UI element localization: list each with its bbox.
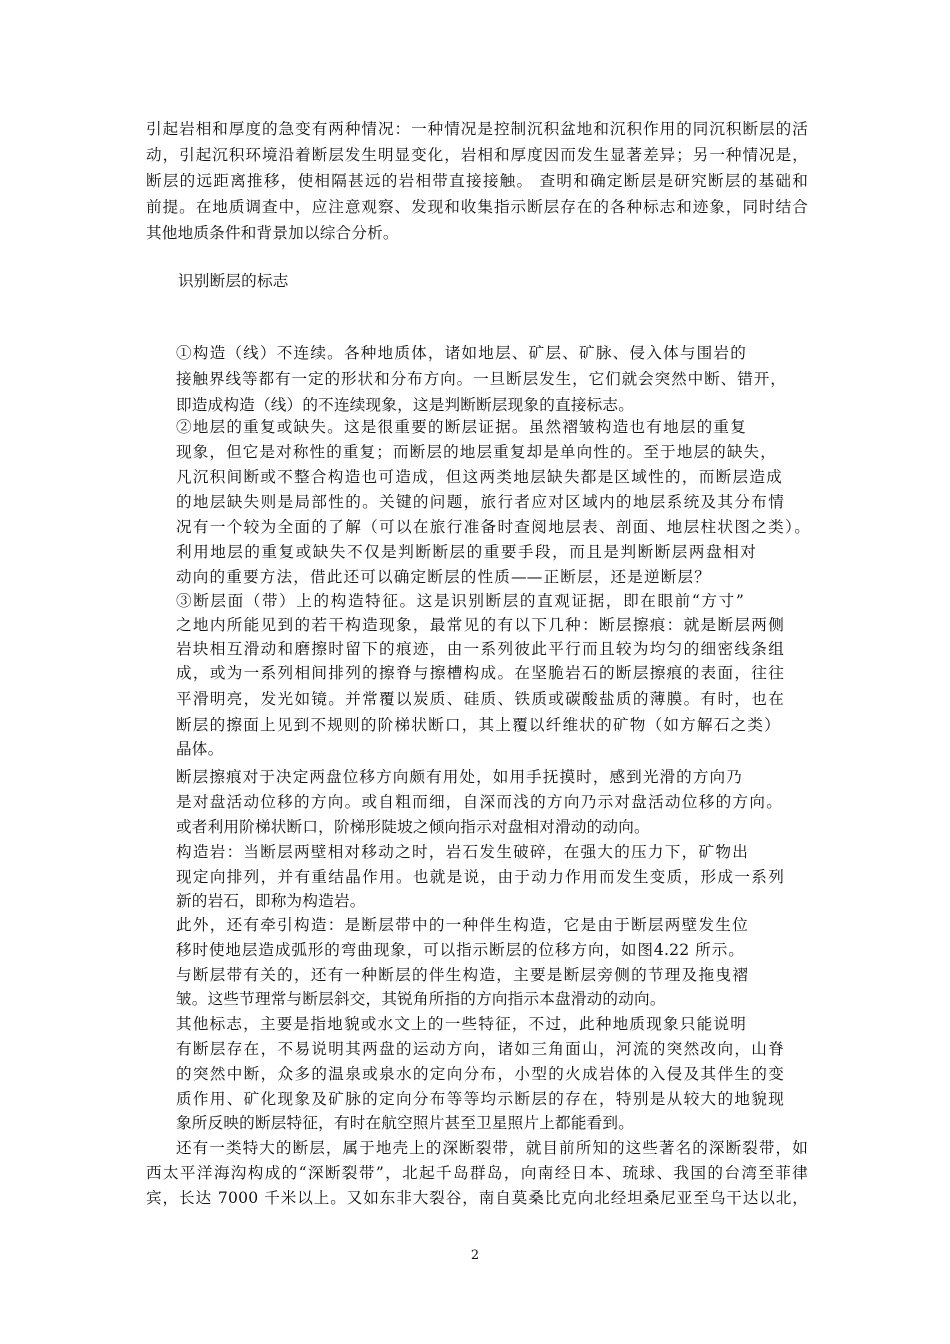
text-line: 接触界线等都有一定的形状和分布方向。一旦断层发生，它们就会突然中断、错开，: [176, 370, 786, 388]
text-line: 现象，但它是对称性的重复；而断层的地层重复却是单向性的。至于地层的缺失，: [176, 443, 776, 461]
text-line: 是对盘活动位移的方向。或自粗而细，自深而浅的方向乃示对盘活动位移的方向。: [176, 793, 782, 811]
text-line: 质作用、矿化现象及矿脉的定向分布等等均示断层的存在，特别是从较大的地貌现: [176, 1090, 784, 1108]
text-line: 象所反映的断层特征，有时在航空照片甚至卫星照片上都能看到。: [176, 1114, 635, 1132]
page-number: 2: [470, 1248, 480, 1263]
text-line: 况有一个较为全面的了解（可以在旅行准备时查阅地层表、剖面、地层柱状图之类）。: [176, 518, 810, 536]
text-line: 断层的擦面上见到不规则的阶梯状断口，其上覆以纤维状的矿物（如方解石之类）: [176, 716, 780, 734]
text-line: 其他标志，主要是指地貌或水文上的一些特征，不过，此种地质现象只能说明: [176, 1015, 746, 1033]
text-line: 凡沉积间断或不整合构造也可造成，但这两类地层缺失都是区域性的，而断层造成: [176, 468, 782, 486]
text-line: 构造岩：当断层两壁相对移动之时，岩石发生破碎，在强大的压力下，矿物出: [176, 843, 748, 861]
text-line: 之地内所能见到的若干构造现象，最常见的有以下几种：断层擦痕：就是断层两侧: [176, 616, 784, 634]
text-line: 宾，长达 7000 千米以上。又如东非大裂谷，南自莫桑比克向北经坦桑尼亚至乌干达以北，: [146, 1189, 808, 1207]
text-line: 的地层缺失则是局部性的。关键的问题，旅行者应对区域内的地层系统及其分布情: [176, 493, 784, 511]
text-line: 前提。在地质调查中，应注意观察、发现和收集指示断层存在的各种标志和迹象，同时结合: [146, 198, 808, 216]
text-line: 此外，还有牵引构造：是断层带中的一种伴生构造，它是由于断层两壁发生位: [176, 916, 748, 934]
text-line: 移时使地层造成弧形的弯曲现象，可以指示断层的位移方向，如图4.22 所示。: [176, 941, 744, 959]
text-line: 的突然中断，众多的温泉或泉水的定向分布，小型的火成岩体的入侵及其伴生的变: [176, 1065, 784, 1083]
text-line: 即造成构造（线）的不连续现象，这是判断断层现象的直接标志。: [176, 396, 635, 414]
text-line: 还有一类特大的断层，属于地壳上的深断裂带，就目前所知的这些著名的深断裂带，如: [176, 1139, 808, 1157]
text-line: 平滑明亮，发光如镜。并常覆以炭质、硅质、铁质或碳酸盐质的薄膜。有时，也在: [176, 690, 784, 708]
text-line: 断层的远距离推移，使相隔甚远的岩相带直接接触。 查明和确定断层是研究断层的基础和: [146, 172, 808, 190]
text-line: 引起岩相和厚度的急变有两种情况：一种情况是控制沉积盆地和沉积作用的同沉积断层的活: [146, 120, 808, 138]
text-line: 晶体。: [176, 740, 224, 758]
text-line: 动向的重要方法，借此还可以确定断层的性质——正断层，还是逆断层？: [176, 568, 710, 586]
text-line: 有断层存在，不易说明其两盘的运动方向，诸如三角面山，河流的突然改向，山脊: [176, 1040, 784, 1058]
text-line: 西太平洋海沟构成的“深断裂带”，北起千岛群岛，向南经日本、琉球、我国的台湾至菲律: [146, 1164, 808, 1182]
text-line: 成，或为一系列相间排列的擦脊与擦槽构成。在坚脆岩石的断层擦痕的表面，往往: [176, 664, 784, 682]
text-line: 其他地质条件和背景加以综合分析。: [146, 224, 399, 242]
text-line: 动，引起沉积环境沿着断层发生明显变化，岩相和厚度因而发生显著差异；另一种情况是，: [146, 146, 808, 164]
text-line: 利用地层的重复或缺失不仅是判断断层的重要手段，而且是判断断层两盘相对: [176, 543, 756, 561]
section-heading: 识别断层的标志: [178, 272, 289, 290]
text-line: 新的岩石，即称为构造岩。: [176, 892, 366, 910]
text-line: 或者利用阶梯状断口，阶梯形陡坡之倾向指示对盘相对滑动的动向。: [176, 818, 650, 836]
text-line: ②地层的重复或缺失。这是很重要的断层证据。虽然褶皱构造也有地层的重复: [176, 418, 746, 436]
text-line: ③断层面（带）上的构造特征。这是识别断层的直观证据，即在眼前“方寸”: [176, 592, 744, 610]
text-line: 与断层带有关的，还有一种断层的伴生构造，主要是断层旁侧的节理及拖曳褶: [176, 966, 748, 984]
text-line: 现定向排列，并有重结晶作用。也就是说，由于动力作用而发生变质，形成一系列: [176, 868, 784, 886]
text-line: 岩块相互滑动和磨擦时留下的痕迹，由一系列彼此平行而且较为均匀的细密线条组: [176, 640, 784, 658]
text-line: 断层擦痕对于决定两盘位移方向颇有用处，如用手抚摸时，感到光滑的方向乃: [176, 768, 742, 786]
text-line: 皱。这些节理常与断层斜交，其锐角所指的方向指示本盘滑动的动向。: [176, 990, 666, 1008]
text-line: ①构造（线）不连续。各种地质体，诸如地层、矿层、矿脉、侵入体与围岩的: [176, 344, 746, 362]
